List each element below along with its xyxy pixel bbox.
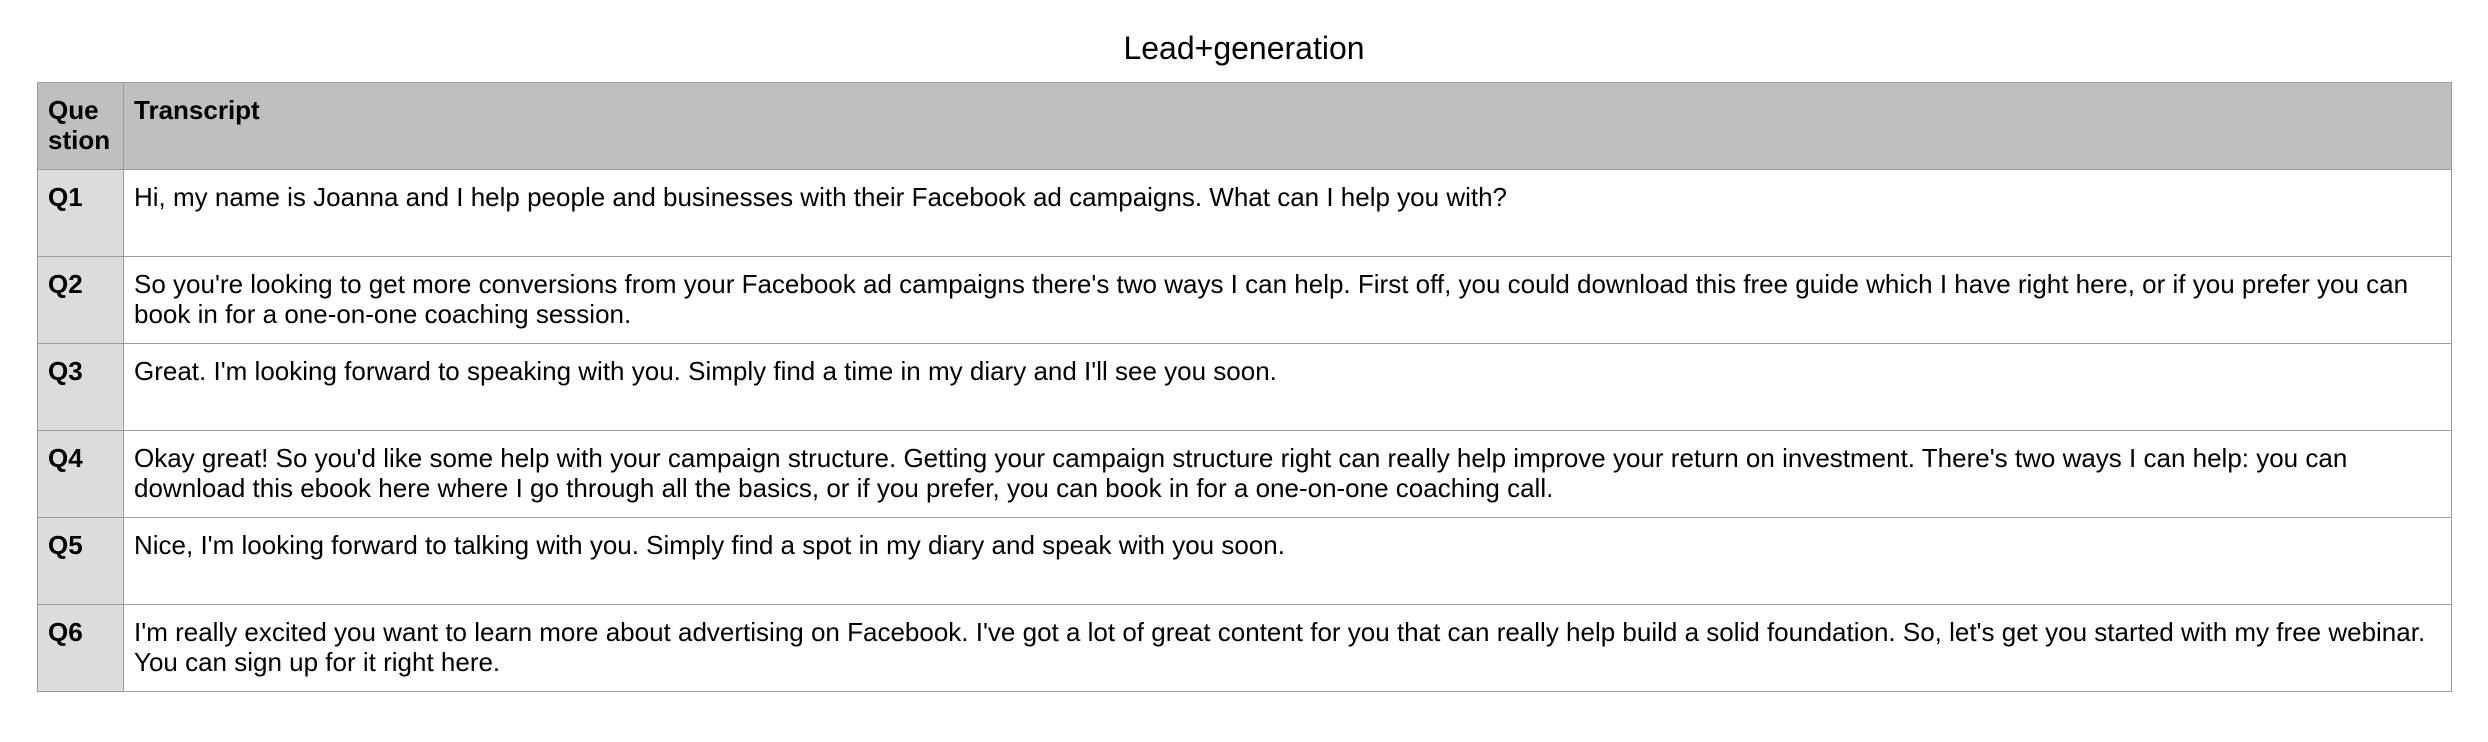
question-cell[interactable]: Q2 xyxy=(38,257,124,344)
transcript-column-header[interactable]: Transcript xyxy=(124,83,2452,170)
transcript-cell[interactable]: So you're looking to get more conversions from your Facebook ad campaigns there's two ways I can help. First off, you could download this free guide which I have right here, or if you prefer you can book in for a one-on-one coaching session. xyxy=(124,257,2452,344)
transcript-cell[interactable]: Hi, my name is Joanna and I help people and businesses with their Facebook ad campaigns. What can I help you with? xyxy=(124,170,2452,257)
table-row xyxy=(38,431,2452,518)
table-row xyxy=(38,257,2452,344)
table-row xyxy=(38,518,2452,605)
question-cell[interactable]: Q5 xyxy=(38,518,124,605)
question-cell[interactable]: Q3 xyxy=(38,344,124,431)
table-row xyxy=(38,344,2452,431)
transcript-cell[interactable]: Nice, I'm looking forward to talking with you. Simply find a spot in my diary and speak with you soon. xyxy=(124,518,2452,605)
transcript-cell[interactable]: I'm really excited you want to learn more about advertising on Facebook. I've got a lot of great content for you that can really help build a solid foundation. So, let's get you started with my free webinar. You can sign up for it right here. xyxy=(124,605,2452,692)
transcript-cell[interactable]: Great. I'm looking forward to speaking with you. Simply find a time in my diary and I'll see you soon. xyxy=(124,344,2452,431)
question-cell[interactable]: Q4 xyxy=(38,431,124,518)
transcript-cell[interactable]: Okay great! So you'd like some help with your campaign structure. Getting your campaign structure right can really help improve your return on investment. There's two ways I can help: you can download this ebook here where I go through all the basics, or if you prefer, you can book in for a one-on-one coaching call. xyxy=(124,431,2452,518)
table-row xyxy=(38,605,2452,692)
header-row xyxy=(38,83,2452,170)
question-column-header[interactable]: Question xyxy=(38,83,124,170)
transcript-table xyxy=(37,82,2452,692)
sheet-title: Lead+generation xyxy=(1123,30,1365,66)
table-row xyxy=(38,170,2452,257)
question-cell[interactable]: Q1 xyxy=(38,170,124,257)
question-cell[interactable]: Q6 xyxy=(38,605,124,692)
